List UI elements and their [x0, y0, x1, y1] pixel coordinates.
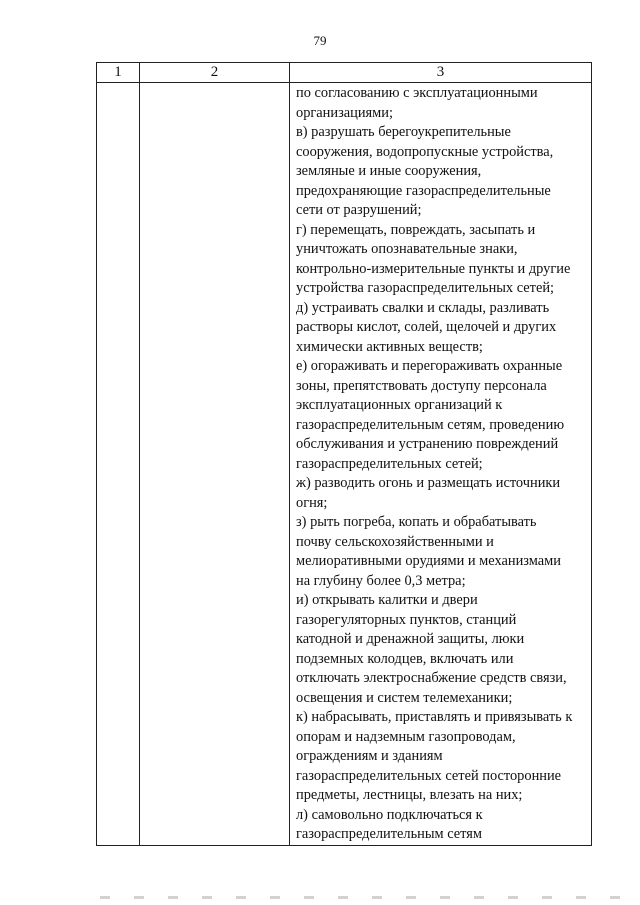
cell-col-3-text [290, 83, 591, 845]
text-line: л) самовольно подключаться к [296, 806, 483, 823]
footer-scan-artifact [100, 896, 620, 899]
cell-col-3 [290, 83, 592, 846]
text-line: в) разрушать берегоукрепительные [296, 124, 511, 140]
text-line: контрольно-измерительные пункты и другие [296, 260, 571, 277]
text-line: газорегуляторных пунктов, станций [296, 611, 517, 628]
text-line: предметы, лестницы, влезать на них; [296, 787, 523, 803]
text-line: сети от разрушений; [296, 202, 422, 218]
text-line: е) огораживать и перегораживать охранные [296, 358, 563, 374]
text-line: катодной и дренажной защиты, люки [296, 631, 525, 647]
text-line: подземных колодцев, включать или [296, 650, 514, 667]
text-line: огня; [296, 494, 328, 511]
text-line: г) перемещать, повреждать, засыпать и [296, 221, 536, 238]
text-line: газораспределительным сетям, проведению [296, 416, 565, 433]
text-line: организациями; [296, 104, 393, 121]
column-header-1: 1 [97, 63, 140, 83]
text-line: д) устраивать свалки и склады, разливать [296, 299, 550, 316]
text-line: мелиоративными орудиями и механизмами [296, 553, 561, 569]
text-line: ограждениям и зданиям [296, 748, 443, 764]
text-line: устройства газораспределительных сетей; [296, 280, 555, 296]
text-line: по согласованию с эксплуатационными [296, 85, 538, 101]
table-row [97, 83, 592, 846]
table-header-row [97, 63, 592, 83]
text-line: зоны, препятствовать доступу персонала [296, 377, 547, 394]
cell-col-1 [97, 83, 140, 846]
text-line: обслуживания и устранению повреждений [296, 436, 559, 452]
text-line: опорам и надземным газопроводам, [296, 728, 516, 745]
text-line: на глубину более 0,3 метра; [296, 572, 466, 589]
document-table [96, 62, 592, 846]
column-header-3: 3 [290, 63, 592, 83]
text-line: газораспределительных сетей; [296, 455, 483, 472]
text-line: химически активных веществ; [296, 338, 483, 355]
text-line: эксплуатационных организаций к [296, 397, 503, 413]
text-line: земляные и иные сооружения, [296, 163, 482, 179]
text-line: уничтожать опознавательные знаки, [296, 241, 518, 257]
text-line: ж) разводить огонь и размещать источники [296, 475, 561, 491]
text-line: предохраняющие газораспределительные [296, 182, 551, 199]
text-line: отключать электроснабжение средств связи, [296, 670, 567, 686]
text-line: к) набрасывать, приставлять и привязывать к [296, 709, 573, 725]
text-line: растворы кислот, солей, щелочей и других [296, 319, 557, 335]
text-line: и) открывать калитки и двери [296, 592, 478, 608]
text-line: освещения и систем телемеханики; [296, 689, 513, 706]
cell-col-2 [140, 83, 290, 846]
text-line: почву сельскохозяйственными и [296, 533, 494, 550]
text-line: газораспределительных сетей посторонние [296, 767, 562, 784]
text-line: з) рыть погреба, копать и обрабатывать [296, 514, 537, 530]
text-line: сооружения, водопропускные устройства, [296, 143, 554, 160]
page-number: 79 [313, 33, 327, 48]
column-header-2: 2 [140, 63, 290, 83]
text-line: газораспределительным сетям [296, 826, 483, 842]
